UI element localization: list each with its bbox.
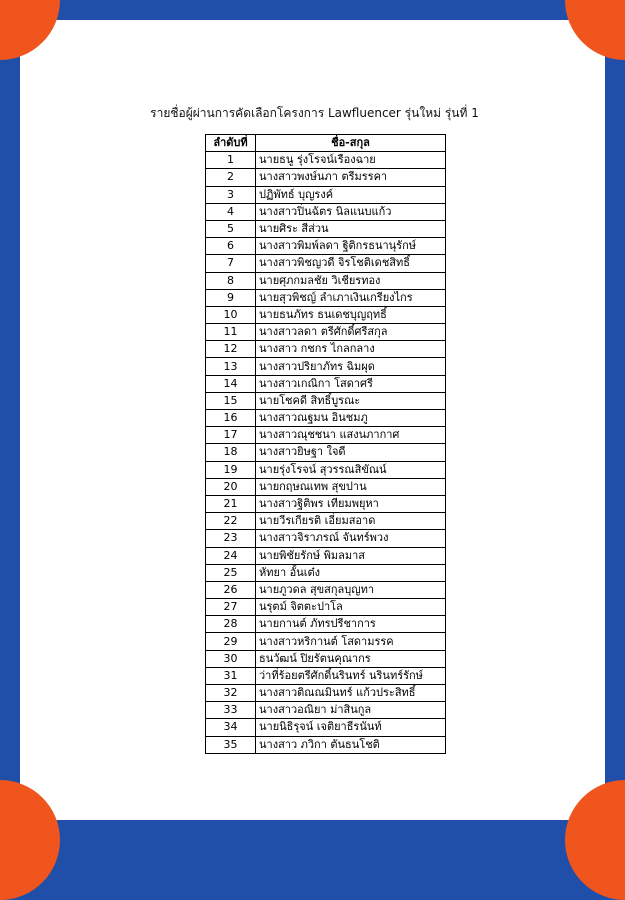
row-name: นางสาวหริกานต์ โสดามรรค	[256, 633, 446, 650]
row-name: นางสาวติณณมินทร์ แก้วประสิทธิ์	[256, 685, 446, 702]
table-row	[206, 461, 446, 478]
table-row	[206, 530, 446, 547]
row-name: นางสาวพิชญวดี จิรโชติเดชสิทธิ์	[256, 255, 446, 272]
table-row	[206, 169, 446, 186]
row-name: นายธนภัทร ธนเดชบุญฤทธิ์	[256, 306, 446, 323]
table-row	[206, 547, 446, 564]
row-number: 22	[206, 513, 256, 530]
table-row	[206, 289, 446, 306]
row-number: 14	[206, 375, 256, 392]
document-page	[20, 20, 605, 820]
row-name: นายโชคดี สิทธิ์บูรณะ	[256, 392, 446, 409]
table-row	[206, 667, 446, 684]
row-number: 33	[206, 702, 256, 719]
table-row	[206, 736, 446, 753]
row-name: นายนิธิรุจน์ เจติยาธีรนันท์	[256, 719, 446, 736]
row-number: 34	[206, 719, 256, 736]
row-name: นรุตม์ จิตตะปาโล	[256, 599, 446, 616]
row-name: หัทยา อั้นเต๋ง	[256, 564, 446, 581]
table-row	[206, 152, 446, 169]
column-header-name: ชื่อ-สกุล	[256, 135, 446, 152]
row-name: นางสาวลดา ตรีศักดิ์ศรีสกุล	[256, 324, 446, 341]
table-row	[206, 599, 446, 616]
table-row	[206, 685, 446, 702]
row-number: 5	[206, 220, 256, 237]
row-name: นายรุ่งโรจน์ สุวรรณสิขัณน์	[256, 461, 446, 478]
table-row	[206, 375, 446, 392]
row-number: 3	[206, 186, 256, 203]
row-number: 25	[206, 564, 256, 581]
column-header-number: ลำดับที่	[206, 135, 256, 152]
row-number: 11	[206, 324, 256, 341]
row-name: นางสาว ภวิกา ตันธนโชติ	[256, 736, 446, 753]
row-number: 6	[206, 238, 256, 255]
row-name: นางสาวณุชชนา แสงนภากาศ	[256, 427, 446, 444]
row-name: นายพิชัยรักษ์ พิมลมาส	[256, 547, 446, 564]
row-name: นางสาวปิ่นฉัตร นิลแนบแก้ว	[256, 203, 446, 220]
table-row	[206, 410, 446, 427]
row-number: 16	[206, 410, 256, 427]
table-row	[206, 478, 446, 495]
row-name: นางสาวพงษ์นภา ตรีมรรคา	[256, 169, 446, 186]
row-number: 24	[206, 547, 256, 564]
page-title: รายชื่อผู้ผ่านการคัดเลือกโครงการ Lawfluencer รุ่นใหม่ รุ่นที่ 1	[150, 106, 479, 120]
row-number: 32	[206, 685, 256, 702]
table-row	[206, 306, 446, 323]
row-name: นางสาวพิมพ์ลดา ฐิติกรธนานุรักษ์	[256, 238, 446, 255]
row-number: 20	[206, 478, 256, 495]
row-number: 31	[206, 667, 256, 684]
row-name: นายภูวดล สุขสกุลบุญทา	[256, 581, 446, 598]
row-number: 26	[206, 581, 256, 598]
table-row	[206, 392, 446, 409]
row-name: นางสาวฐิติพร เทียมพยุหา	[256, 495, 446, 512]
row-number: 23	[206, 530, 256, 547]
row-name: นายศิระ สีส่วน	[256, 220, 446, 237]
table-row	[206, 495, 446, 512]
table-row	[206, 324, 446, 341]
row-number: 19	[206, 461, 256, 478]
row-name: ธนวัฒน์ ปิยรัตนคุณากร	[256, 650, 446, 667]
table-row	[206, 444, 446, 461]
names-table	[205, 134, 446, 754]
row-number: 10	[206, 306, 256, 323]
table-row	[206, 633, 446, 650]
row-number: 28	[206, 616, 256, 633]
row-number: 35	[206, 736, 256, 753]
table-row	[206, 255, 446, 272]
row-number: 30	[206, 650, 256, 667]
table-row	[206, 238, 446, 255]
row-number: 29	[206, 633, 256, 650]
row-number: 15	[206, 392, 256, 409]
row-name: นายวีรเกียรติ เอี่ยมสอาด	[256, 513, 446, 530]
row-number: 2	[206, 169, 256, 186]
row-name: นางสาวจิราภรณ์ จันทร์พวง	[256, 530, 446, 547]
row-number: 12	[206, 341, 256, 358]
row-name: นางสาว กชกร ไกลกลาง	[256, 341, 446, 358]
table-row	[206, 702, 446, 719]
row-name: นางสาวปริยาภัทร ฉิมผุด	[256, 358, 446, 375]
table-header-row	[206, 135, 446, 152]
table-row	[206, 186, 446, 203]
row-name: นายกฤษณเทพ สุขปาน	[256, 478, 446, 495]
row-number: 21	[206, 495, 256, 512]
row-name: นายศุภกมลชัย วิเชียรทอง	[256, 272, 446, 289]
table-row	[206, 220, 446, 237]
row-number: 27	[206, 599, 256, 616]
table-row	[206, 513, 446, 530]
row-name: นางสาวอณิยา ม่าสินกูล	[256, 702, 446, 719]
row-number: 4	[206, 203, 256, 220]
row-name: นายสุวพิชญ์ ลำเภาเงินเกรียงไกร	[256, 289, 446, 306]
table-row	[206, 427, 446, 444]
row-name: ปฏิพัทธ์ บุญรงค์	[256, 186, 446, 203]
row-number: 13	[206, 358, 256, 375]
row-number: 9	[206, 289, 256, 306]
table-row	[206, 564, 446, 581]
table-row	[206, 358, 446, 375]
table-row	[206, 341, 446, 358]
row-number: 17	[206, 427, 256, 444]
row-name: นายธนู รุ่งโรจน์เรืองฉาย	[256, 152, 446, 169]
row-number: 8	[206, 272, 256, 289]
row-name: นายกานต์ ภัทรปรีชาการ	[256, 616, 446, 633]
table-row	[206, 650, 446, 667]
table-row	[206, 719, 446, 736]
row-name: นางสาวเกณิกา โสดาศรี	[256, 375, 446, 392]
table-row	[206, 203, 446, 220]
row-number: 18	[206, 444, 256, 461]
table-row	[206, 581, 446, 598]
row-number: 1	[206, 152, 256, 169]
row-name: นางสาวยิษฐา ใจดี	[256, 444, 446, 461]
table-row	[206, 616, 446, 633]
row-name: ว่าที่ร้อยตรีศักดิ์นรินทร์ นรินทร์รักษ์	[256, 667, 446, 684]
row-number: 7	[206, 255, 256, 272]
table-row	[206, 272, 446, 289]
row-name: นางสาวณฐมน อินชมภู	[256, 410, 446, 427]
